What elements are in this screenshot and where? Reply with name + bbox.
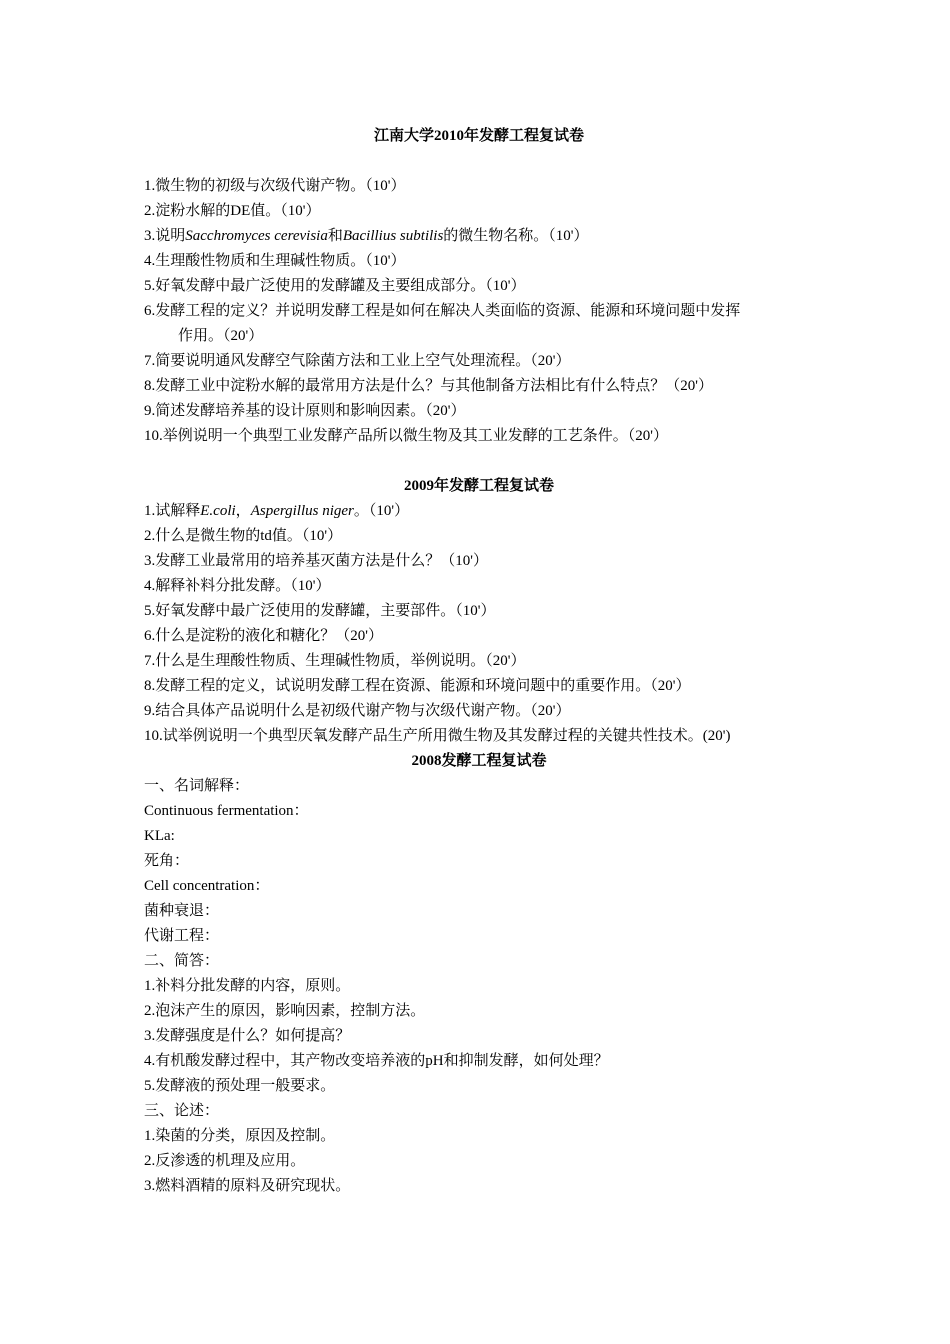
short-answer-item: 3.发酵强度是什么？如何提高？ [144, 1028, 351, 1044]
question-2009-6: 6.什么是淀粉的液化和糖化？（20'） [144, 628, 383, 644]
term-item: 菌种衰退： [144, 903, 220, 919]
essay-item: 3.燃料酒精的原料及研究现状。 [144, 1178, 351, 1194]
question-2010-10: 10.举例说明一个典型工业发酵产品所以微生物及其工业发酵的工艺条件。（20'） [144, 428, 668, 444]
term-item: Cell concentration： [144, 878, 270, 894]
question-2010-6: 6.发酵工程的定义？并说明发酵工程是如何在解决人类面临的资源、能源和环境问题中发挥 [144, 303, 741, 319]
short-answer-item: 5.发酵液的预处理一般要求。 [144, 1078, 336, 1094]
question-2009-5: 5.好氧发酵中最广泛使用的发酵罐，主要部件。（10'） [144, 603, 496, 619]
question-2010-4: 4.生理酸性物质和生理碱性物质。（10'） [144, 253, 406, 269]
part-heading: 一、名词解释： [144, 778, 250, 794]
question-2010-8: 8.发酵工业中淀粉水解的最常用方法是什么？与其他制备方法相比有什么特点？（20'） [144, 378, 713, 394]
question-2009-4: 4.解释补料分批发酵。（10'） [144, 578, 331, 594]
question-2009-9: 9.结合具体产品说明什么是初级代谢产物与次级代谢产物。（20'） [144, 703, 571, 719]
essay-item: 2.反渗透的机理及应用。 [144, 1153, 306, 1169]
question-2009-2: 2.什么是微生物的td值。（10'） [144, 528, 343, 544]
term-item: KLa: [144, 828, 175, 844]
question-2010-2: 2.淀粉水解的DE值。（10'） [144, 203, 321, 219]
question-2009-8: 8.发酵工程的定义，试说明发酵工程在资源、能源和环境问题中的重要作用。（20'） [144, 678, 691, 694]
question-2010-1: 1.微生物的初级与次级代谢产物。（10'） [144, 178, 406, 194]
question-2010-7: 7.简要说明通风发酵空气除菌方法和工业上空气处理流程。（20'） [144, 353, 571, 369]
question-text: 。（10'） [353, 503, 410, 519]
term-item: 死角： [144, 853, 190, 869]
short-answer-item: 1.补料分批发酵的内容，原则。 [144, 978, 351, 994]
question-2010-6-continued: 作用。（20'） [178, 328, 264, 344]
question-2010-3 [144, 224, 814, 249]
question-2010-5: 5.好氧发酵中最广泛使用的发酵罐及主要组成部分。（10'） [144, 278, 526, 294]
document-body [144, 124, 814, 1199]
short-answer-item: 4.有机酸发酵过程中，其产物改变培养液的pH和抑制发酵，如何处理？ [144, 1053, 609, 1069]
question-text: 的微生物名称。（10'） [443, 228, 589, 244]
term-item: 代谢工程： [144, 928, 220, 944]
species-name: Sacchromyces cerevisia [185, 228, 328, 244]
section-2010-title: 江南大学2010年发酵工程复试卷 [373, 128, 584, 144]
question-2010-9: 9.简述发酵培养基的设计原则和影响因素。（20'） [144, 403, 466, 419]
section-2009-title: 2009年发酵工程复试卷 [403, 478, 554, 494]
spacer [144, 449, 814, 474]
question-2009-1 [144, 499, 814, 524]
question-2009-3: 3.发酵工业最常用的培养基灭菌方法是什么？（10'） [144, 553, 488, 569]
species-name: Bacillius subtilis [342, 228, 444, 244]
short-answer-item: 2.泡沫产生的原因，影响因素，控制方法。 [144, 1003, 426, 1019]
question-text: 和 [327, 228, 343, 244]
term-item: Continuous fermentation： [144, 803, 309, 819]
species-name: E.coli [200, 503, 236, 519]
species-name: Aspergillus niger [250, 503, 354, 519]
part-heading: 二、简答： [144, 953, 220, 969]
question-text: 1.试解释 [144, 503, 201, 519]
spacer [144, 149, 814, 174]
question-2009-10: 10.试举例说明一个典型厌氧发酵产品生产所用微生物及其发酵过程的关键共性技术。(20') [144, 728, 731, 744]
question-text: ， [235, 503, 251, 519]
question-2009-7: 7.什么是生理酸性物质、生理碱性物质，举例说明。（20'） [144, 653, 526, 669]
essay-item: 1.染菌的分类，原因及控制。 [144, 1128, 336, 1144]
section-2008-title: 2008发酵工程复试卷 [411, 753, 547, 769]
question-text: 3.说明 [144, 228, 186, 244]
part-heading: 三、论述： [144, 1103, 220, 1119]
